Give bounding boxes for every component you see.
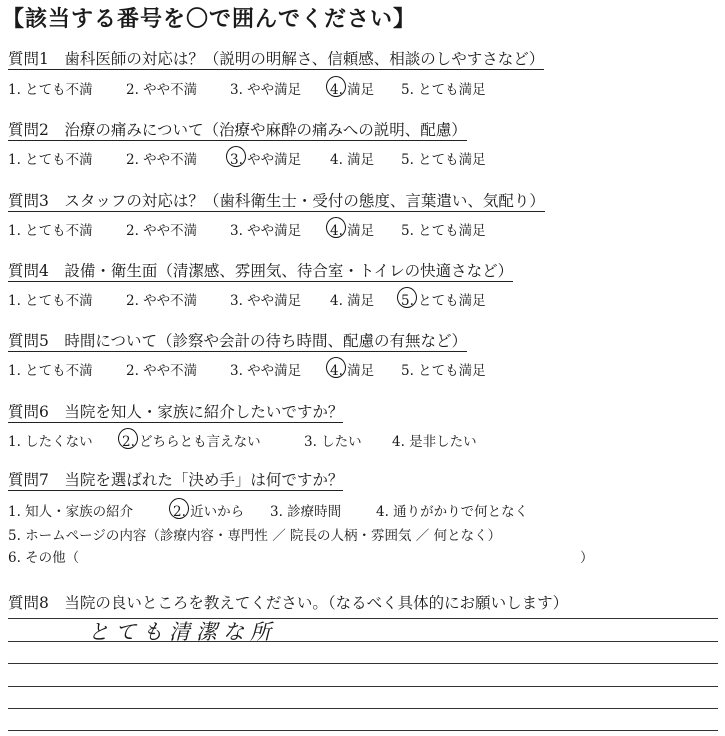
option-3[interactable]: 3. やや満足	[230, 152, 302, 168]
question-4-label: 質問4 設備・衛生面（清潔感、雰囲気、待合室・トイレの快適さなど）	[8, 262, 514, 280]
option-5[interactable]: 5. とても満足	[401, 152, 486, 168]
answer-line	[8, 641, 718, 642]
answer-line	[8, 663, 718, 664]
option-5[interactable]: 5. とても満足	[401, 82, 486, 98]
selection-circle-icon	[226, 146, 246, 167]
option-4[interactable]: 4. 満足	[330, 223, 375, 239]
question-7-options-line-2[interactable]: 5. ホームページの内容（診療内容・専門性 ／ 院長の人柄・雰囲気 ／ 何となく）	[8, 528, 502, 544]
option-other-close: ）	[580, 550, 594, 566]
question-7-options-line-3[interactable]	[8, 546, 598, 564]
selection-circle-icon	[118, 428, 138, 449]
question-5-label: 質問5 時間について（診察や会計の待ち時間、配慮の有無など）	[8, 332, 468, 350]
option-1[interactable]: 1. とても不満	[8, 363, 93, 379]
handwritten-answer[interactable]: とても清潔な所	[88, 620, 277, 644]
option-3[interactable]: 3. やや満足	[230, 293, 302, 309]
question-2-label: 質問2 治療の痛みについて（治療や麻酔の痛みへの説明、配慮）	[8, 121, 467, 139]
question-1-label: 質問1 歯科医師の対応は？（説明の明解さ、信頼感、相談のしやすさなど）	[8, 50, 545, 68]
option-1[interactable]: 1. とても不満	[8, 223, 93, 239]
question-3-label: 質問3 スタッフの対応は？（歯科衛生士・受付の態度、言葉遣い、気配り）	[8, 192, 545, 210]
page-title: 【該当する番号を〇で囲んでください】	[2, 6, 417, 32]
selection-circle-icon	[326, 217, 346, 238]
option-3[interactable]: 3. 診療時間	[270, 504, 342, 520]
option-5[interactable]: 5. とても満足	[401, 223, 486, 239]
option-1[interactable]: 1. とても不満	[8, 82, 93, 98]
option-2[interactable]: 2. やや不満	[126, 363, 198, 379]
option-3[interactable]: 3. やや満足	[230, 223, 302, 239]
option-1[interactable]: 1. 知人・家族の紹介	[8, 504, 134, 520]
answer-line	[8, 686, 718, 687]
option-3[interactable]: 3. したい	[304, 434, 362, 450]
option-4[interactable]: 4. 満足	[330, 82, 375, 98]
selection-circle-icon	[169, 498, 189, 519]
option-5[interactable]: 5. とても満足	[401, 363, 486, 379]
option-4[interactable]: 4. 満足	[330, 363, 375, 379]
option-other-label: 6. その他（	[8, 550, 80, 566]
selection-circle-icon	[326, 357, 346, 378]
option-2[interactable]: 2. どちらとも言えない	[122, 434, 261, 450]
question-8-label: 質問8 当院の良いところを教えてください。（なるべく具体的にお願いします）	[8, 594, 569, 612]
option-5[interactable]: 5. とても満足	[401, 293, 486, 309]
option-2[interactable]: 2. やや不満	[126, 152, 198, 168]
option-3[interactable]: 3. やや満足	[230, 82, 302, 98]
option-2[interactable]: 2. やや不満	[126, 293, 198, 309]
question-7-label: 質問7 当院を選ばれた「決め手」は何ですか？	[8, 471, 344, 489]
option-1[interactable]: 1. とても不満	[8, 293, 93, 309]
option-4[interactable]: 4. 満足	[330, 152, 375, 168]
option-1[interactable]: 1. したくない	[8, 434, 93, 450]
option-4[interactable]: 4. 満足	[330, 293, 375, 309]
option-4[interactable]: 4. 通りがかりで何となく	[376, 504, 529, 520]
option-2[interactable]: 2. やや不満	[126, 223, 198, 239]
question-6-label: 質問6 当院を知人・家族に紹介したいですか？	[8, 403, 344, 421]
option-1[interactable]: 1. とても不満	[8, 152, 93, 168]
answer-line	[8, 708, 718, 709]
selection-circle-icon	[397, 287, 417, 308]
option-4[interactable]: 4. 是非したい	[392, 434, 477, 450]
option-2[interactable]: 2. 近いから	[173, 504, 245, 520]
option-3[interactable]: 3. やや満足	[230, 363, 302, 379]
answer-line	[8, 730, 718, 731]
selection-circle-icon	[326, 76, 346, 97]
option-2[interactable]: 2. やや不満	[126, 82, 198, 98]
